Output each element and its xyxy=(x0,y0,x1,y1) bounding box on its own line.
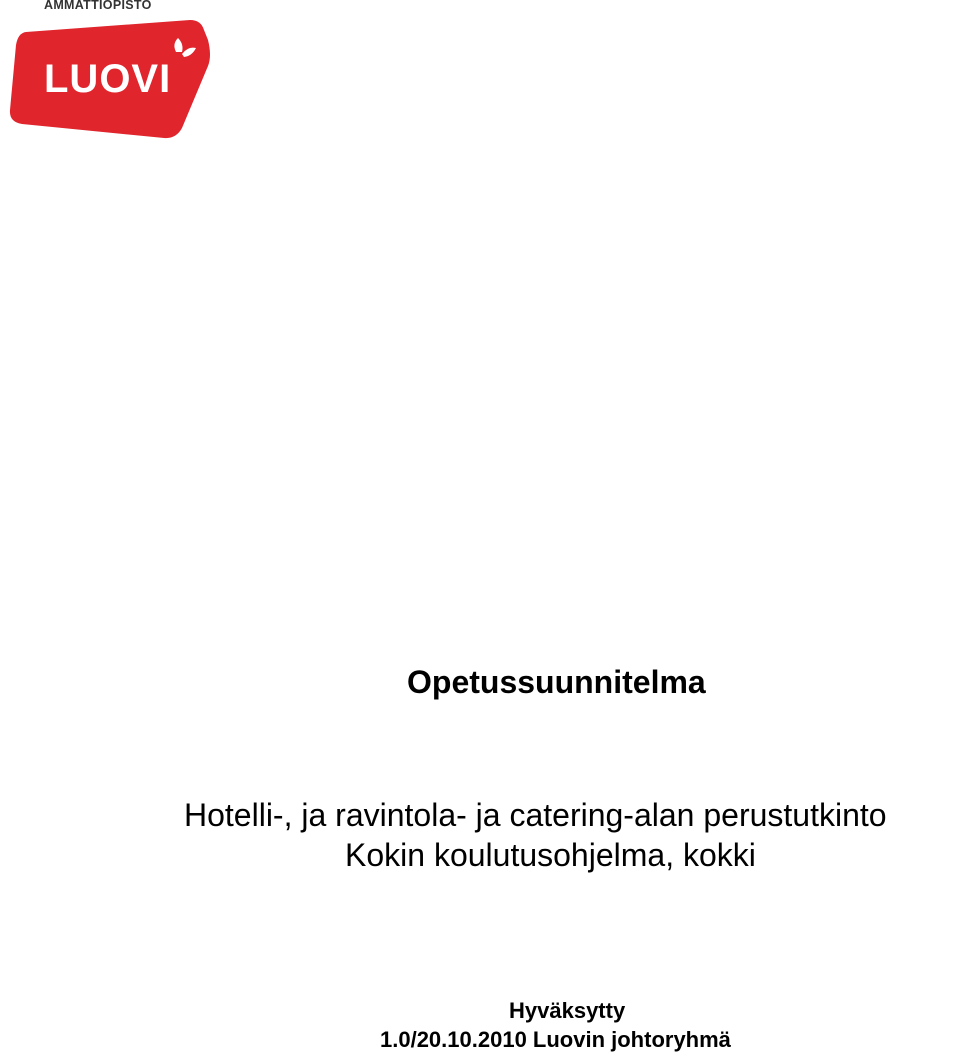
luovi-logo-badge xyxy=(4,0,214,140)
approval-details: 1.0/20.10.2010 Luovin johtoryhmä xyxy=(380,1027,731,1052)
logo-wordmark: LUOVI xyxy=(44,57,172,101)
document-title: Opetussuunnitelma xyxy=(407,664,706,700)
luovi-logo xyxy=(4,0,214,140)
degree-name: Hotelli-, ja ravintola- ja catering-alan perustutkinto xyxy=(184,797,887,833)
approval-label: Hyväksytty xyxy=(509,998,626,1023)
logo-top-label: AMMATTIOPISTO xyxy=(44,0,152,12)
program-name: Kokin koulutusohjelma, kokki xyxy=(345,837,756,873)
